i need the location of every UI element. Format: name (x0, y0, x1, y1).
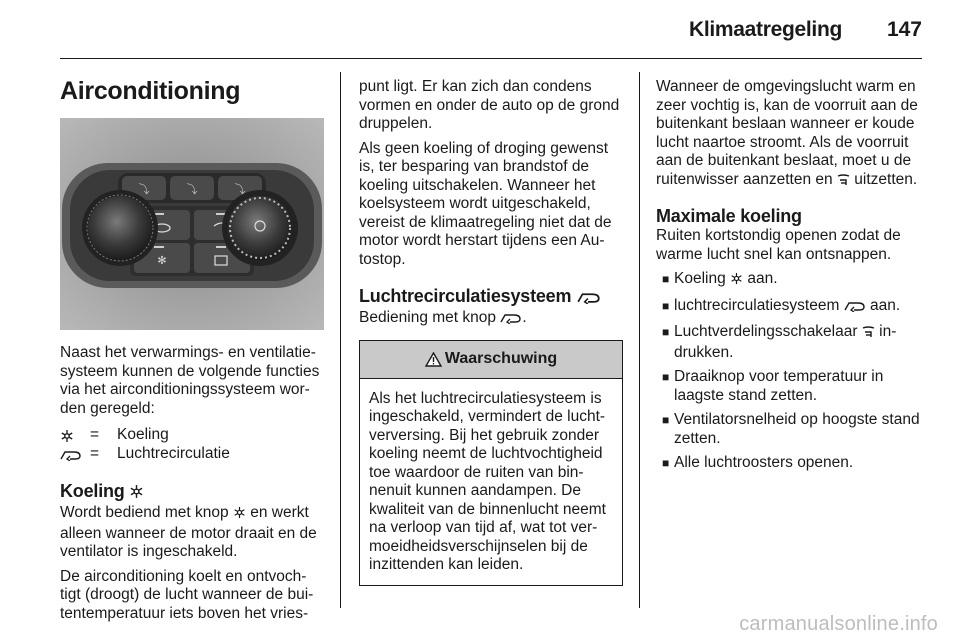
warning-box (359, 340, 623, 586)
bullet-icon: ■ (662, 272, 670, 286)
svg-text:⤵: ⤵ (138, 183, 150, 196)
list-item-text-a: Koeling (674, 270, 726, 287)
column-1 (60, 62, 326, 623)
warning-body: Als het luchtrecirculatiesysteem is ingeschakeld, vermindert de lucht- verversing. Bij het gebruik zonder koeling neemt de luchtvochtigheid toe waardoor de ruiten van bin- nenuit kunnen aandampen. De kwaliteit van de binnenlucht neemt na verloop van tijd af, wat tot ver- moeidheidsverschijnselen bij de inzittenden kan leiden. (369, 389, 606, 573)
snowflake-icon (129, 482, 144, 504)
legend-equals: = (90, 426, 100, 444)
list-item-text: Alle luchtroosters openen. (674, 454, 854, 471)
snowflake-icon (730, 272, 743, 291)
climate-panel-illustration (60, 118, 324, 330)
snowflake-icon (60, 429, 90, 443)
section-heading-koeling (60, 480, 326, 504)
climate-panel-photo (60, 118, 324, 330)
legend-row-luchtrecirculatie (60, 445, 326, 464)
condens-paragraph: punt ligt. Er kan zich dan condens vormen en onder de auto op de grond druppelen. (359, 78, 620, 132)
chapter-title: Klimaatregeling (688, 18, 842, 41)
page-header (0, 0, 960, 62)
koeling-heading-text: Koeling (60, 481, 125, 501)
column-divider-1 (340, 72, 341, 608)
list-item-text-b: in- drukken. (674, 323, 897, 361)
list-item-text-a: luchtrecirculatiesysteem (674, 296, 840, 314)
airflow-icon (862, 325, 875, 344)
recirc-heading-text: Luchtrecirculatiesysteem (359, 286, 572, 306)
bullet-icon: ■ (662, 298, 670, 313)
warning-header (360, 341, 622, 379)
watermark: carmanualsonline.info (739, 613, 938, 635)
section-heading-luchtrecirculatie (359, 285, 623, 309)
recirculation-icon (60, 449, 90, 461)
column-3 (656, 62, 922, 473)
maximale-koeling-list (656, 270, 922, 473)
section-heading-airconditioning: Airconditioning (60, 77, 241, 105)
bullet-icon: ■ (662, 370, 670, 384)
bullet-icon: ■ (662, 325, 670, 339)
list-item-text-b: aan. (747, 270, 778, 287)
voorruit-paragraph (656, 78, 922, 191)
list-item-text-b: aan. (870, 296, 901, 314)
section-heading-maximale-koeling: Maximale koeling (656, 206, 802, 226)
recirc-text: Bediening met knop (359, 309, 497, 326)
warning-title: Waarschuwing (444, 349, 558, 367)
list-item (656, 323, 922, 362)
koeling-text-b: en werkt alleen wanneer de motor draait en de ventilator is ingeschakeld. (60, 504, 317, 560)
svg-text:✻: ✻ (157, 254, 167, 267)
legend-label-koeling: Koeling (117, 426, 169, 444)
intro-text: Naast het verwarmings- en ventilatie- systeem kunnen de volgende functies via het airconditioningssysteem wor- den geregeld: (60, 344, 320, 417)
recirc-text-end: . (522, 309, 527, 326)
recirculation-icon (844, 299, 866, 318)
list-item-text (674, 270, 778, 291)
list-item (656, 368, 922, 405)
list-item (656, 411, 922, 448)
legend-label-luchtrecirculatie: Luchtrecirculatie (117, 445, 230, 463)
legend-equals: = (90, 445, 100, 463)
list-item-text: Ventilatorsnelheid op hoogste stand zetten. (674, 411, 920, 447)
recirculation-icon (576, 287, 602, 309)
list-item (656, 270, 922, 291)
warning-triangle-icon (425, 352, 442, 367)
koeling-text-a: Wordt bediend met knop (60, 504, 229, 521)
bullet-icon: ■ (662, 456, 670, 470)
airflow-icon (837, 173, 850, 192)
recirc-paragraph (359, 309, 623, 330)
list-item (656, 454, 922, 473)
maximale-koeling-paragraph: Ruiten kortstondig openen zodat de warme lucht snel kan ontsnappen. (656, 227, 901, 263)
recirculation-icon (500, 311, 522, 330)
header-divider (60, 58, 922, 59)
svg-text:⤵: ⤵ (186, 183, 198, 196)
legend-row-koeling (60, 426, 326, 445)
voorruit-text-a: Wanneer de omgevingslucht warm en zeer vochtig is, kan de voorruit aan de buitenkant beslaan wanneer er koude lucht naartoe stroomt. Als de voorruit aan de buitenkant beslaat, moet u de ruitenwisser aanzetten en (656, 78, 918, 188)
list-item-text: Draaiknop voor temperatuur in laagste stand zetten. (674, 368, 884, 404)
snowflake-icon (233, 506, 246, 525)
svg-text:⤵: ⤵ (234, 183, 246, 196)
koeling-paragraph-1 (60, 504, 326, 562)
function-legend (60, 426, 326, 464)
list-item (656, 297, 922, 318)
column-2 (359, 62, 623, 586)
page-number: 147 (886, 18, 922, 41)
list-item-text (674, 323, 922, 362)
column-divider-2 (639, 72, 640, 608)
list-item-text (674, 297, 900, 318)
besparing-paragraph: Als geen koeling of droging gewenst is, ter besparing van brandstof de koeling uitschakelen. Wanneer het koelsysteem wordt uitgeschakeld, vereist de klimaatregeling niet dat de motor wordt herstart tijdens een Au- tostop. (359, 139, 612, 268)
list-item-text-a: Luchtverdelingsschakelaar (674, 323, 858, 340)
voorruit-text-b: uitzetten. (854, 170, 918, 188)
koeling-paragraph-2: De airconditioning koelt en ontvoch- tigt (droogt) de lucht wanneer de bui- tentemperatuur iets boven het vries- (60, 567, 314, 622)
bullet-icon: ■ (662, 413, 670, 427)
